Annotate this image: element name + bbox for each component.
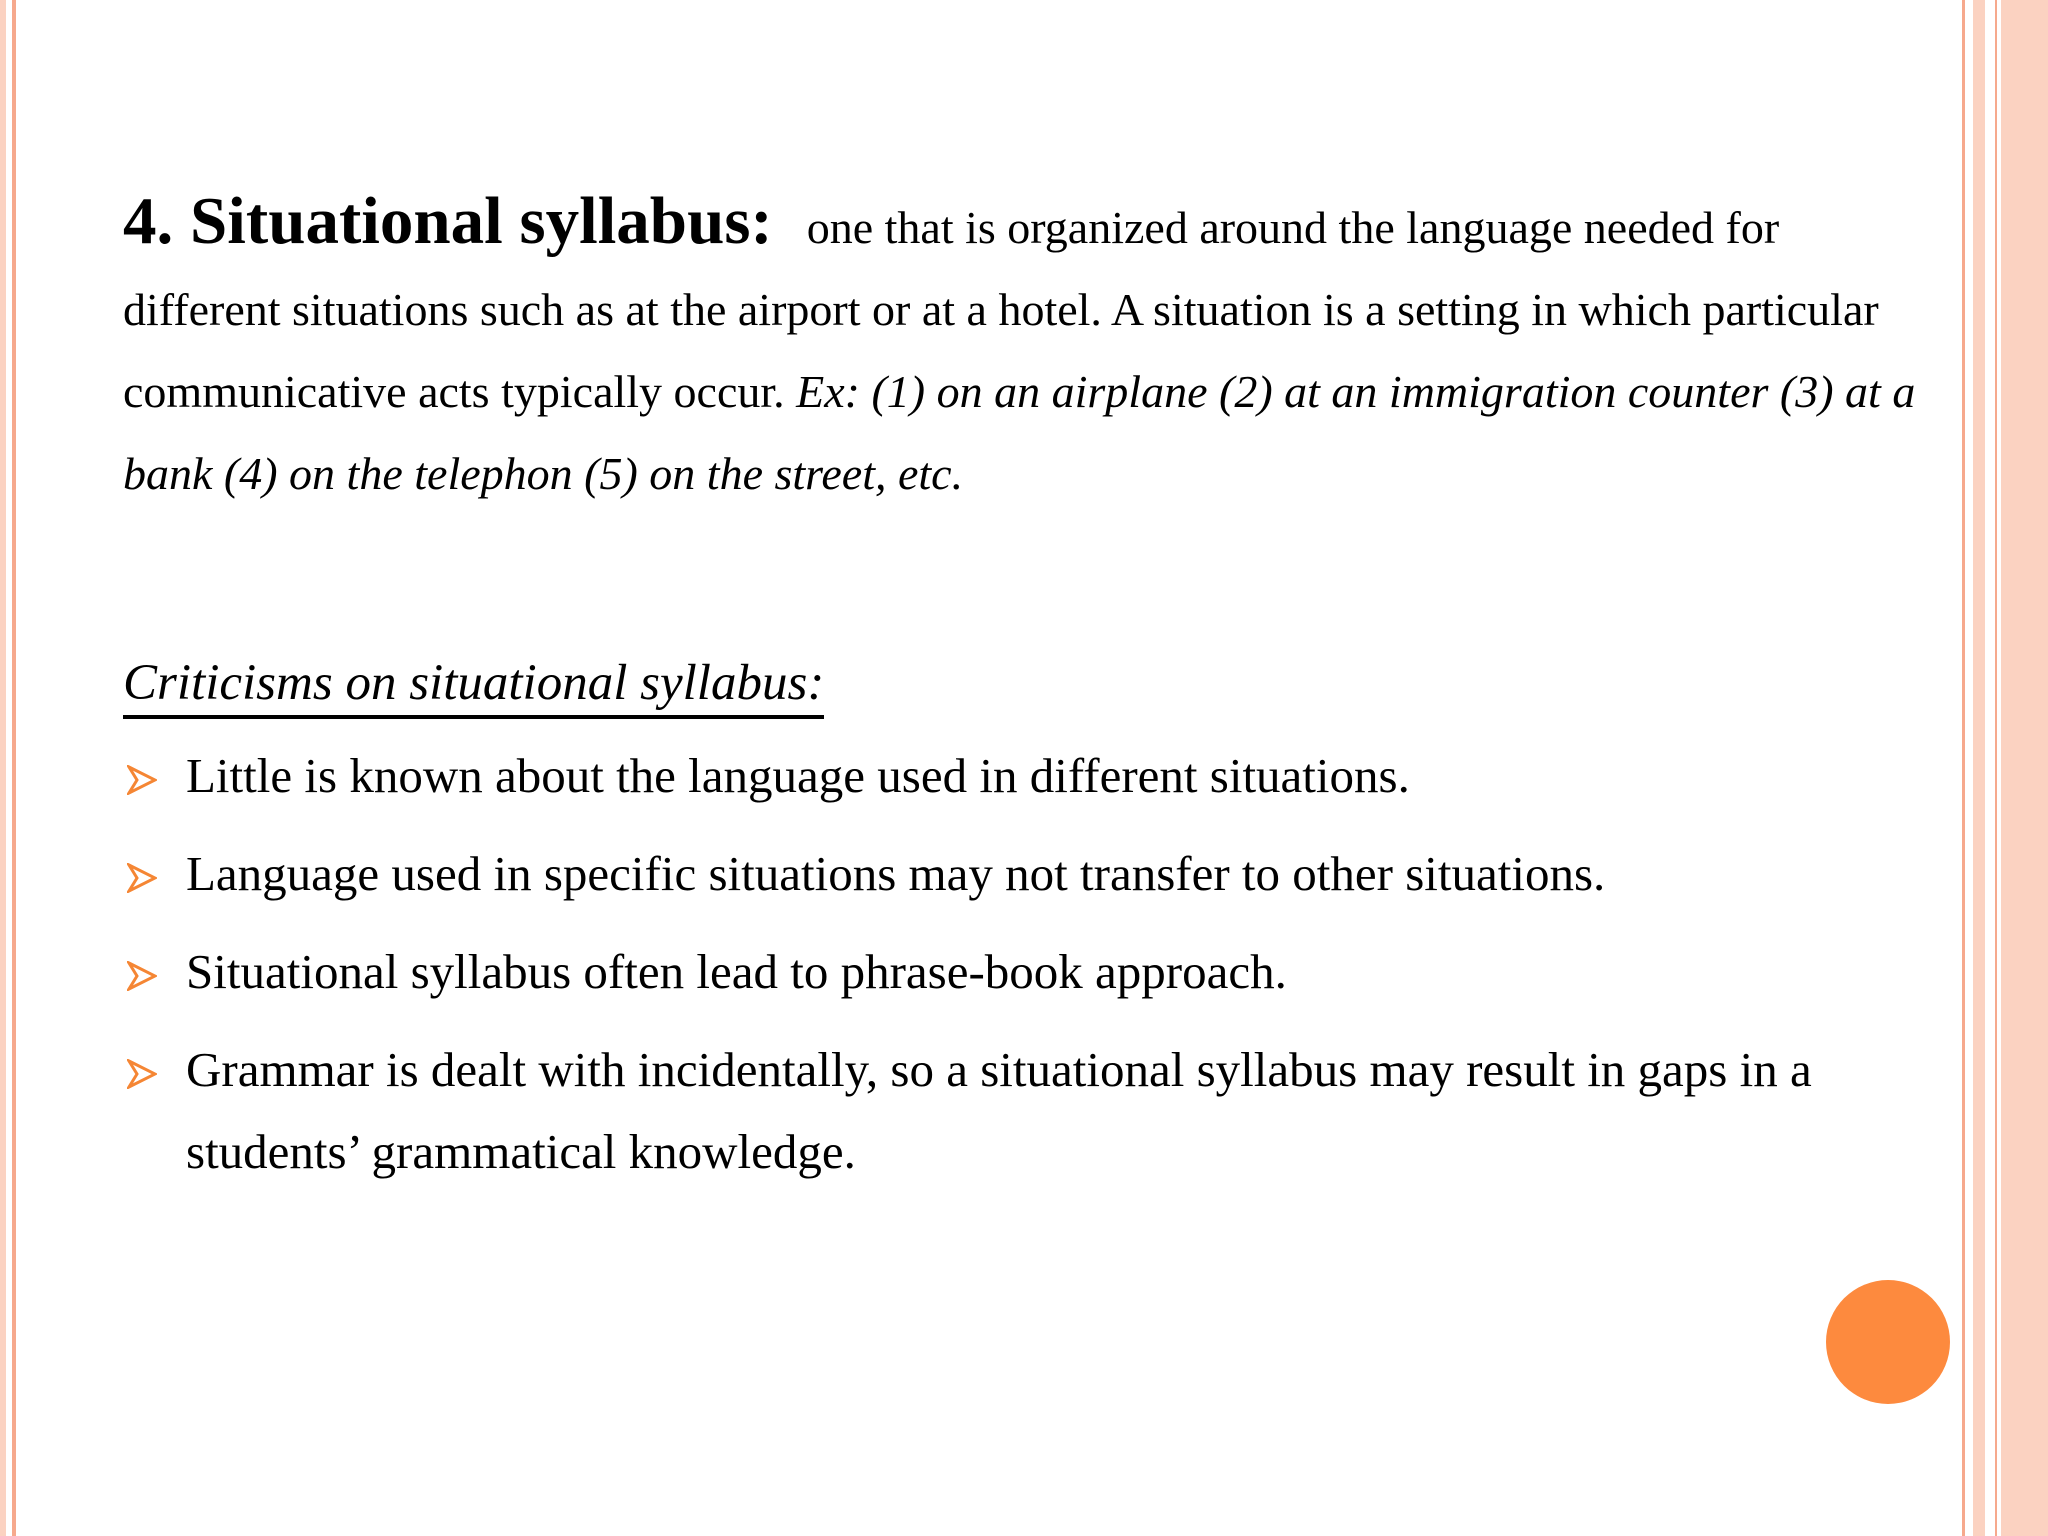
criticism-text: Grammar is dealt with incidentally, so a situational syllabus may result in gaps in a students’ grammatical knowledge. xyxy=(186,1042,1812,1179)
list-item xyxy=(123,833,1983,915)
arrowhead-bullet-icon xyxy=(127,863,157,893)
example-text: Ex: (1) on an airplane (2) at an immigration counter (3) at a bank (4) on the telephon (5) on the street, etc. xyxy=(123,366,1916,499)
definition-text: one that is organized around the language needed for different situations such as at the airport or at a hotel. A situation is a setting in which particular communicative acts typically occur. xyxy=(123,202,1879,417)
criticism-text: Language used in specific situations may not transfer to other situations. xyxy=(186,846,1606,901)
list-item xyxy=(123,735,1983,817)
slide-content xyxy=(123,180,1943,1209)
criticism-text: Little is known about the language used in different situations. xyxy=(186,748,1410,803)
arrowhead-bullet-icon xyxy=(127,765,157,795)
list-item xyxy=(123,931,1983,1013)
list-item xyxy=(123,1029,1983,1193)
criticisms-heading: Criticisms on situational syllabus: xyxy=(123,653,824,719)
left-border-stripe-outer xyxy=(0,0,6,1536)
left-border-stripe-inner xyxy=(12,0,16,1536)
orange-circle-decoration xyxy=(1826,1280,1950,1404)
arrowhead-bullet-icon xyxy=(127,1059,157,1089)
right-border-band xyxy=(2001,0,2048,1536)
slide-heading: 4. Situational syllabus: xyxy=(123,184,773,258)
definition-paragraph xyxy=(123,180,1943,515)
right-border-gap xyxy=(1985,0,1995,1536)
criticisms-list xyxy=(123,735,1943,1193)
arrowhead-bullet-icon xyxy=(127,961,157,991)
criticism-text: Situational syllabus often lead to phrase-book approach. xyxy=(186,944,1287,999)
